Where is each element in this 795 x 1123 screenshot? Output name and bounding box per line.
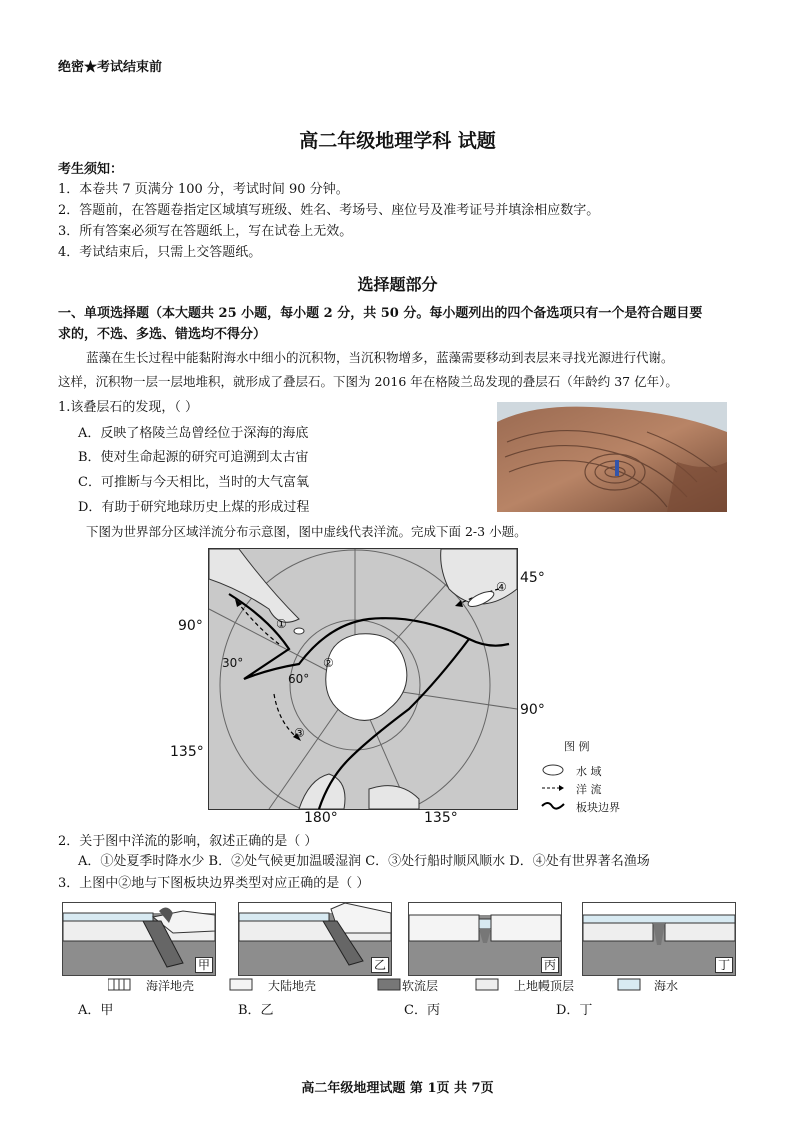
notice-item: 4．考试结束后，只需上交答题纸。	[58, 245, 262, 260]
legend-asthenosphere: 软流层	[402, 979, 439, 993]
map-label-lat30: 30°	[222, 656, 244, 670]
q3-option-a[interactable]: A．甲	[78, 1003, 114, 1018]
map-label-lon135-left: 135°	[170, 744, 204, 760]
legend-icons	[540, 762, 570, 812]
legend-water: 水 域	[576, 765, 602, 778]
q3-option-c[interactable]: C．丙	[404, 1003, 440, 1018]
plate-diagram-ding	[582, 902, 736, 976]
q2-stem: 2．关于图中洋流的影响，叙述正确的是（ ）	[58, 834, 318, 849]
page-footer: 高二年级地理试题 第 1页 共 7页	[301, 1081, 494, 1096]
marker-2: ②	[323, 656, 334, 670]
map-label-lat45: 45°	[520, 570, 545, 586]
notice-item: 1．本卷共 7 页满分 100 分，考试时间 90 分钟。	[58, 182, 349, 197]
panel-label: 甲	[195, 957, 213, 973]
q1-option-a[interactable]: A．反映了格陵兰岛曾经位于深海的海底	[78, 426, 309, 441]
q1-stem: 1.该叠层石的发现，（ ）	[58, 400, 199, 415]
marker-3: ③	[294, 726, 305, 740]
q1-option-d[interactable]: D．有助于研究地球历史上煤的形成过程	[78, 500, 310, 515]
marker-1: ①	[276, 617, 287, 631]
notice-item: 2．答题前，在答题卷指定区域填写班级、姓名、考场号、座位号及准考证号并填涂相应数字。	[58, 203, 600, 218]
section-title: 选择题部分	[357, 275, 438, 294]
notice-heading: 考生须知：	[58, 162, 124, 177]
section-instruction-cont: 求的，不选、多选、错选均不得分）	[58, 327, 267, 342]
plate-diagram-bing	[408, 902, 562, 976]
map-label-lon90-left: 90°	[178, 618, 203, 634]
legend-seawater: 海水	[654, 979, 679, 993]
panel-label: 丙	[541, 957, 559, 973]
ocean-current-map	[208, 548, 518, 810]
passage2: 下图为世界部分区域洋流分布示意图，图中虚线代表洋流。完成下面 2-3 小题。	[86, 524, 527, 539]
map-label-lat60: 60°	[288, 672, 310, 686]
passage1-line2: 这样，沉积物一层一层地堆积，就形成了叠层石。下图为 2016 年在格陵兰岛发现的叠层石（年龄约 37 亿年）。	[58, 374, 678, 389]
passage1-line1: 蓝藻在生长过程中能黏附海水中细小的沉积物，当沉积物增多，蓝藻需要移动到表层来寻找光源进行代谢。	[86, 350, 674, 365]
plate-diagram-yi	[238, 902, 392, 976]
q1-option-b[interactable]: B．使对生命起源的研究可追溯到太古宙	[78, 450, 309, 465]
notice-item: 3．所有答案必须写在答题纸上，写在试卷上无效。	[58, 224, 353, 239]
map-label-lon135-bottom: 135°	[424, 810, 458, 826]
legend-continental-crust: 大陆地壳	[268, 979, 317, 993]
q3-option-d[interactable]: D．丁	[556, 1003, 593, 1018]
panel-label: 丁	[715, 957, 733, 973]
legend-oceanic-crust: 海洋地壳	[146, 979, 195, 993]
legend-boundary: 板块边界	[576, 801, 620, 814]
legend-upper-mantle: 上地幔顶层	[514, 979, 575, 993]
secret-label: 绝密★考试结束前	[58, 60, 163, 75]
q3-stem: 3．上图中②地与下图板块边界类型对应正确的是（ ）	[58, 876, 370, 891]
map-label-lon180: 180°	[304, 810, 338, 826]
map-label-lon90-right: 90°	[520, 702, 545, 718]
section-instruction: 一、单项选择题（本大题共 25 小题，每小题 2 分，共 50 分。每小题列出的四个备选项只有一个是符合题目要	[58, 306, 703, 321]
legend-title: 图 例	[564, 740, 590, 753]
q3-option-b[interactable]: B．乙	[238, 1003, 274, 1018]
stromatolite-photo	[497, 402, 727, 512]
plate-diagram-jia	[62, 902, 216, 976]
legend-current: 洋 流	[576, 783, 602, 796]
page-title: 高二年级地理学科 试题	[299, 130, 496, 152]
q1-option-c[interactable]: C．可推断与今天相比，当时的大气富氧	[78, 475, 309, 490]
marker-4: ④	[496, 580, 507, 594]
q2-options[interactable]: A．①处夏季时降水少 B．②处气候更加温暖湿润 C．③处行船时顺风顺水 D．④处有世界著名渔场	[78, 854, 650, 869]
panel-label: 乙	[371, 957, 389, 973]
